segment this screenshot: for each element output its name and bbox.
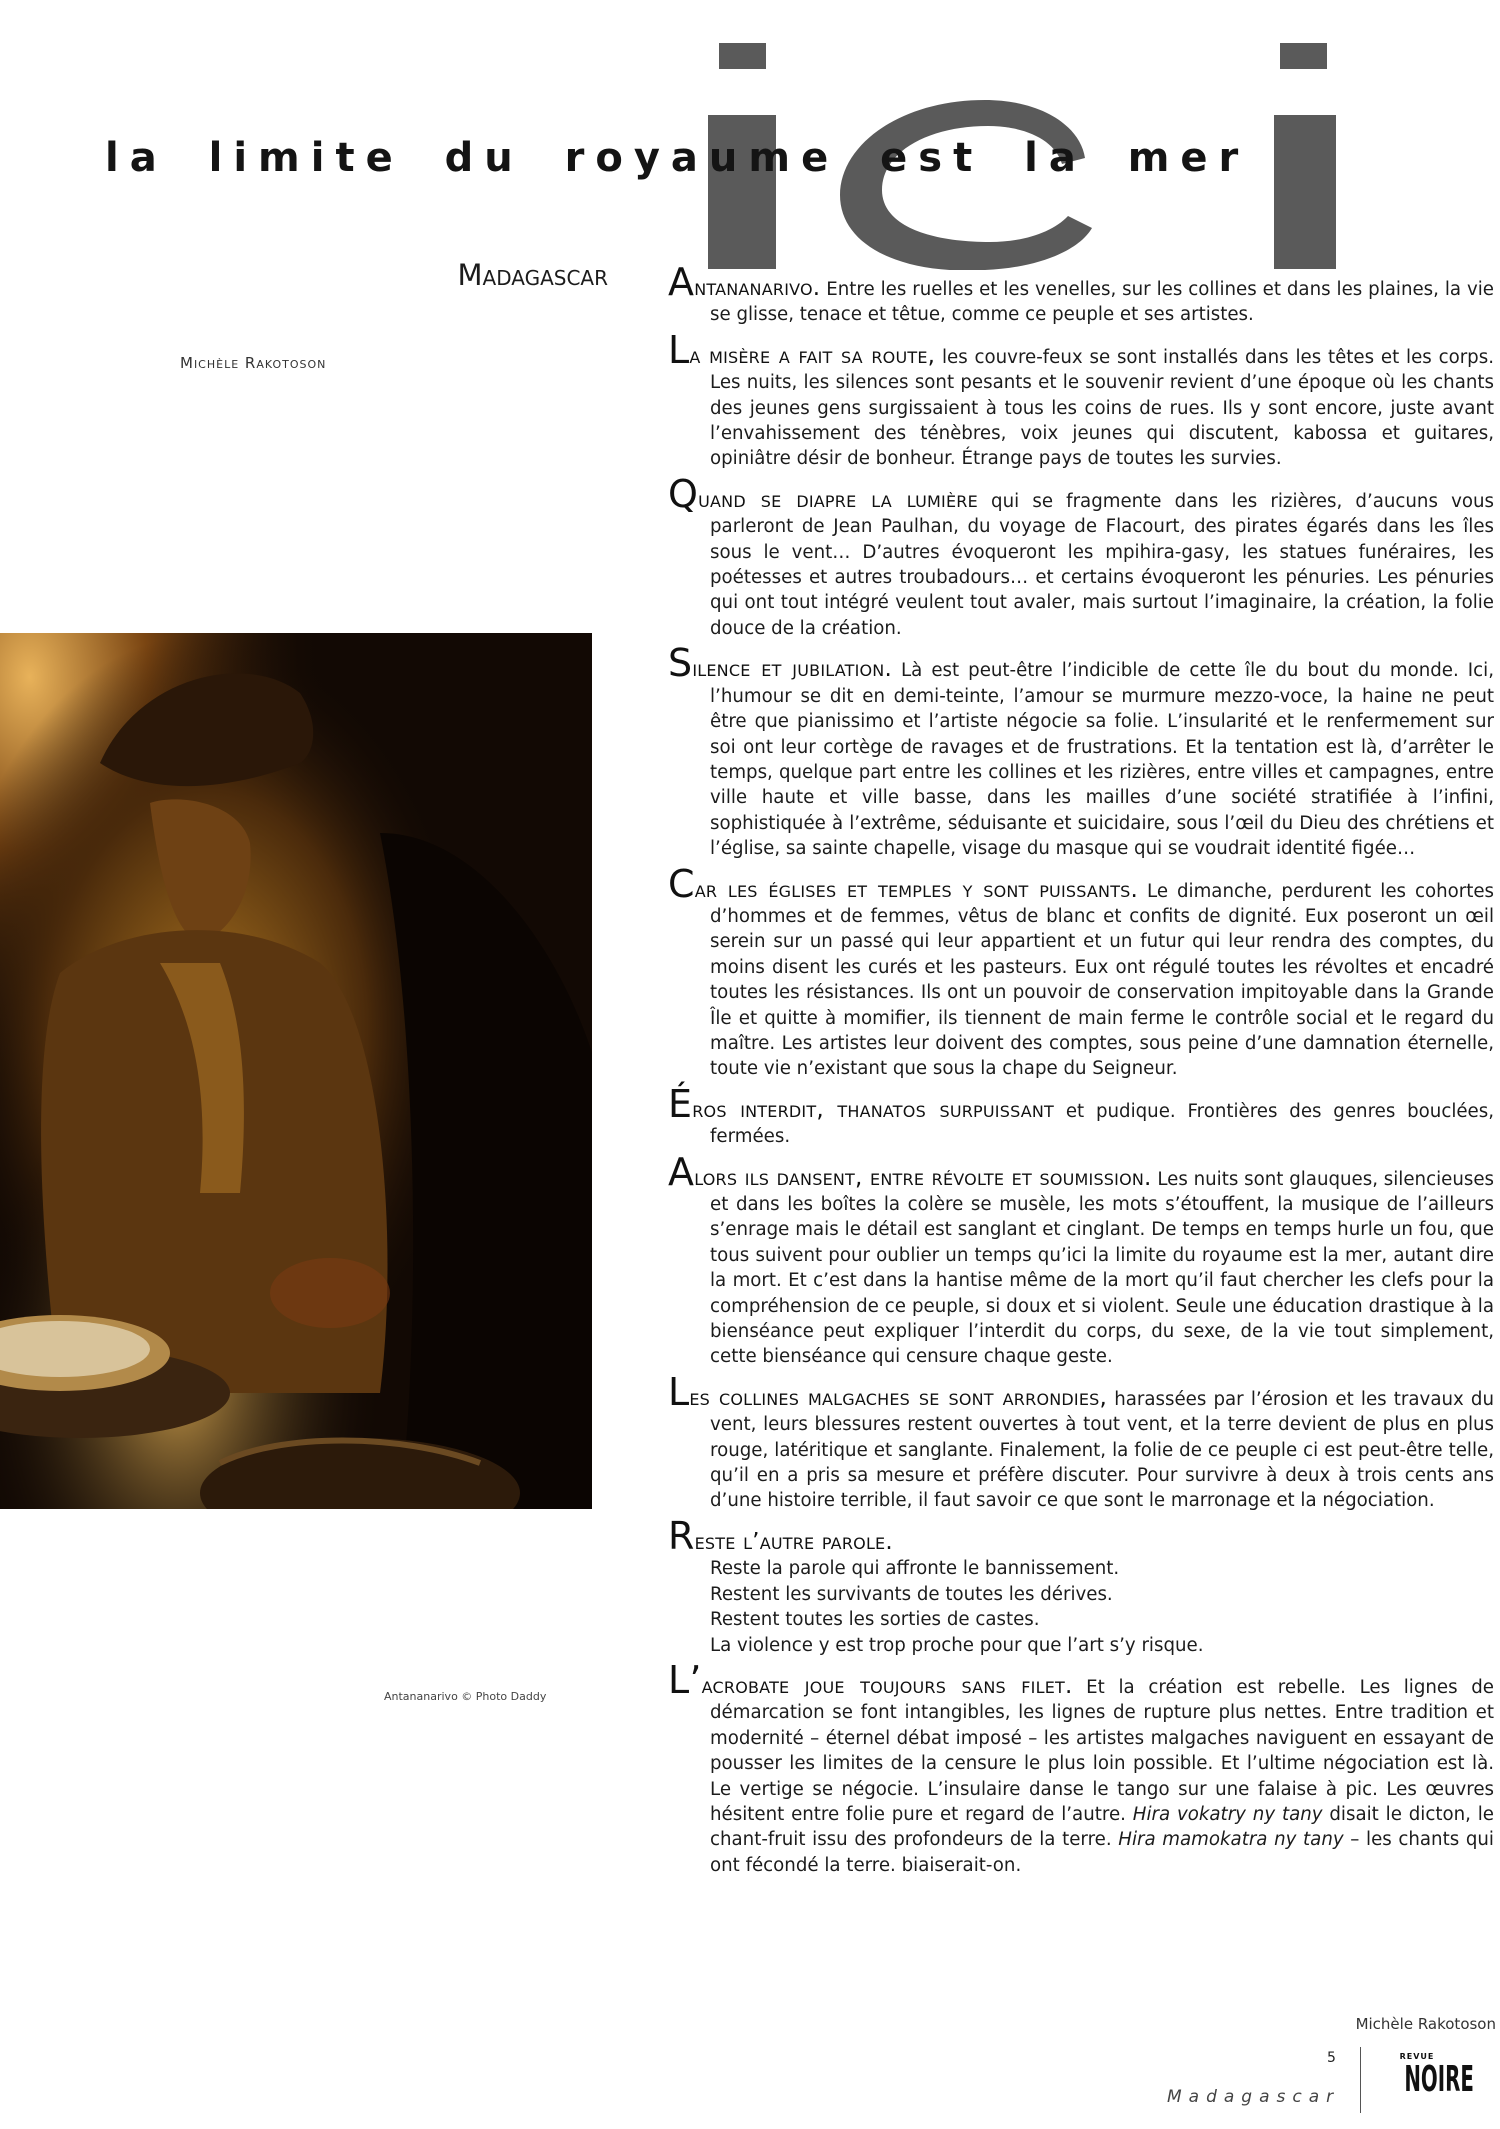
paragraph-lead: Les collines malgaches se sont arrondies,: [668, 1369, 1108, 1414]
paragraph-lead: Silence et jubilation.: [668, 641, 892, 686]
footer-divider: [1360, 2047, 1361, 2113]
signature: Michèle Rakotoson: [1355, 2015, 1496, 2033]
verse-line: Reste la parole qui affronte le bannissement.: [710, 1558, 1120, 1580]
photograph: [0, 633, 592, 1509]
paragraph: Antananarivo. Entre les ruelles et les venelles, sur les collines et dans les plaines, la vie se glisse, tenace et têtue, comme ce peuple et ses artistes.: [668, 260, 1494, 326]
footer-section-label: Madagascar: [1167, 2087, 1341, 2107]
paragraph-final: L’acrobate joue toujours sans filet. Et la création est rebelle. Les lignes de démarcation se font intangibles, les lignes de rupture plus nettes. Entre tradition et modernité – éternel débat imposé – les artistes malgaches naviguent en essayant de pousser les limites de la censure le plus loin possible. Et l’ultime négociation est là. Le vertige se négocie. L’insulaire danse le tango sur une falaise à pic. Les œuvres hésitent entre folie pure et regard de l’autre. Hira vokatry ny tany disait le dicton, le chant-fruit issu des profondeurs de la terre. Hira mamokatra ny tany – les chants qui ont fécondé la terre. biaiserait-on.: [668, 1657, 1495, 1876]
verse-line: Restent les survivants de toutes les dérives.: [710, 1583, 1113, 1605]
paragraph-reste: [668, 1513, 1494, 1658]
verse-line: La violence y est trop proche pour que l’art s’y risque.: [710, 1634, 1204, 1656]
paragraph-lead: Antananarivo.: [668, 260, 821, 304]
paragraph: Quand se diapre la lumière qui se fragmente dans les rizières, d’aucuns vous parleront de Jean Paulhan, du voyage de Flacourt, des pirates égarés dans les îles sous le vent… D’autres évoqueront les mpihira-gasy, les statues funéraires, les poétesses et autres troubadours… et certains évoqueront les pénuries. Les pénuries qui ont tout intégré veulent tout avaler, mais surtout l’imaginaire, la création, la folie douce de la création.: [668, 471, 1494, 639]
photo-caption: Antananarivo © Photo Daddy: [384, 1690, 547, 1703]
verse-line: Restent toutes les sorties de castes.: [710, 1609, 1040, 1631]
paragraph: Éros interdit, thanatos surpuissant et pudique. Frontières des genres bouclées, fermées.: [668, 1081, 1495, 1148]
paragraph-lead: Car les églises et temples y sont puissants.: [668, 861, 1139, 906]
paragraph-lead: Quand se diapre la lumière: [668, 471, 978, 516]
paragraph-lead: L’acrobate joue toujours sans filet.: [668, 1657, 1073, 1702]
article-title: la limite du royaume est la mer: [105, 135, 1250, 181]
paragraph: Alors ils dansent, entre révolte et soumission. Les nuits sont glauques, silencieuses et dans les boîtes la colère se musèle, les mots s’étouffent, la musique de l’ailleurs s’enrage mais le détail est sanglant et cinglant. De temps en temps hurle un fou, que tous suivent pour oublier un temps qu’ici la limite du royaume est la mer, autant dire la mort. Et c’est dans la hantise même de la mort qu’il faut chercher les clefs pour la compréhension de ce peuple, si doux et si violent. Seule une éducation drastique à la bienséance peut expliquer l’interdit du corps, du sexe, de la vie tout simplement, cette bienséance qui censure chaque geste.: [668, 1149, 1494, 1368]
paragraph: Silence et jubilation. Là est peut-être l’indicible de cette île du bout du monde. Ici, l’humour se dit en demi-teinte, l’amour se murmure mezzo-voce, la haine ne peut être que pianissimo et l’artiste négocie sa folie. L’insularité et le renfermement sur soi ont leur cortège de ravages et de frustrations. Et la tentation est là, d’arrêter le temps, quelque part entre les collines et les rizières, entre villes et campagnes, entre ville haute et ville basse, dans les mailles d’une société stratifiée à l’infini, sophistiquée à l’extrême, séduisante et suicidaire, sous l’œil du Dieu des chrétiens et l’église, sa sainte chapelle, visage du masque qui se voudrait identité figée…: [668, 641, 1494, 860]
paragraph-lead: Reste l’autre parole.: [668, 1513, 893, 1558]
revue-noire-logo: REVUE NOIRE: [1399, 2052, 1474, 2100]
paragraph-lead: Alors ils dansent, entre révolte et soumission.: [668, 1149, 1152, 1194]
article-body: [668, 260, 1495, 1890]
paragraph: Les collines malgaches se sont arrondies, harassées par l’érosion et les travaux du vent, leurs blessures restent ouvertes à tout vent, et la terre devient de plus en plus rouge, latéritique et sanglante. Finalement, la folie de ce peuple ci est peut-être telle, qu’il en a pris sa mesure et préfère discuter. Pour survivre à deux à trois cents ans d’une histoire terrible, il faut savoir ce que sont le marronage et la négociation.: [668, 1369, 1494, 1512]
paragraph: Car les églises et temples y sont puissants. Le dimanche, perdurent les cohortes d’hommes et de femmes, vêtus de blanc et confits de dignité. Eux poseront un œil serein sur un passé qui leur appartient et un futur qui leur rendra des comptes, du moins disent les curés et les pasteurs. Eux ont régulé toutes les révoltes et encadré toutes les résistances. Ils ont un pouvoir de conservation impitoyable dans la Grande Île et quitte à momifier, ils tiennent de main ferme le contrôle social et le regard du maître. Les artistes leur doivent des comptes, sous peine d’une damnation éternelle, toute vie n’existant que sous la chape du Seigneur.: [668, 861, 1494, 1080]
author-byline: Michèle Rakotoson: [180, 354, 327, 372]
paragraph: La misère a fait sa route, les couvre-feux se sont installés dans les têtes et les corps. Les nuits, les silences sont pesants et le souvenir revient d’une époque où les chants des jeunes gens surgissaient à tous les coins de rues. Ils y sont encore, juste avant l’envahissement des ténèbres, voix jeunes qui discutent, kabossa et guitares, opiniâtre désir de bonheur. Étrange pays de toutes les survies.: [668, 327, 1494, 470]
paragraph-lead: La misère a fait sa route,: [668, 327, 936, 372]
country-heading: Madagascar: [457, 258, 608, 292]
page-number: 5: [1327, 2050, 1336, 2066]
paragraph-lead: Éros interdit, thanatos surpuissant: [668, 1081, 1055, 1126]
